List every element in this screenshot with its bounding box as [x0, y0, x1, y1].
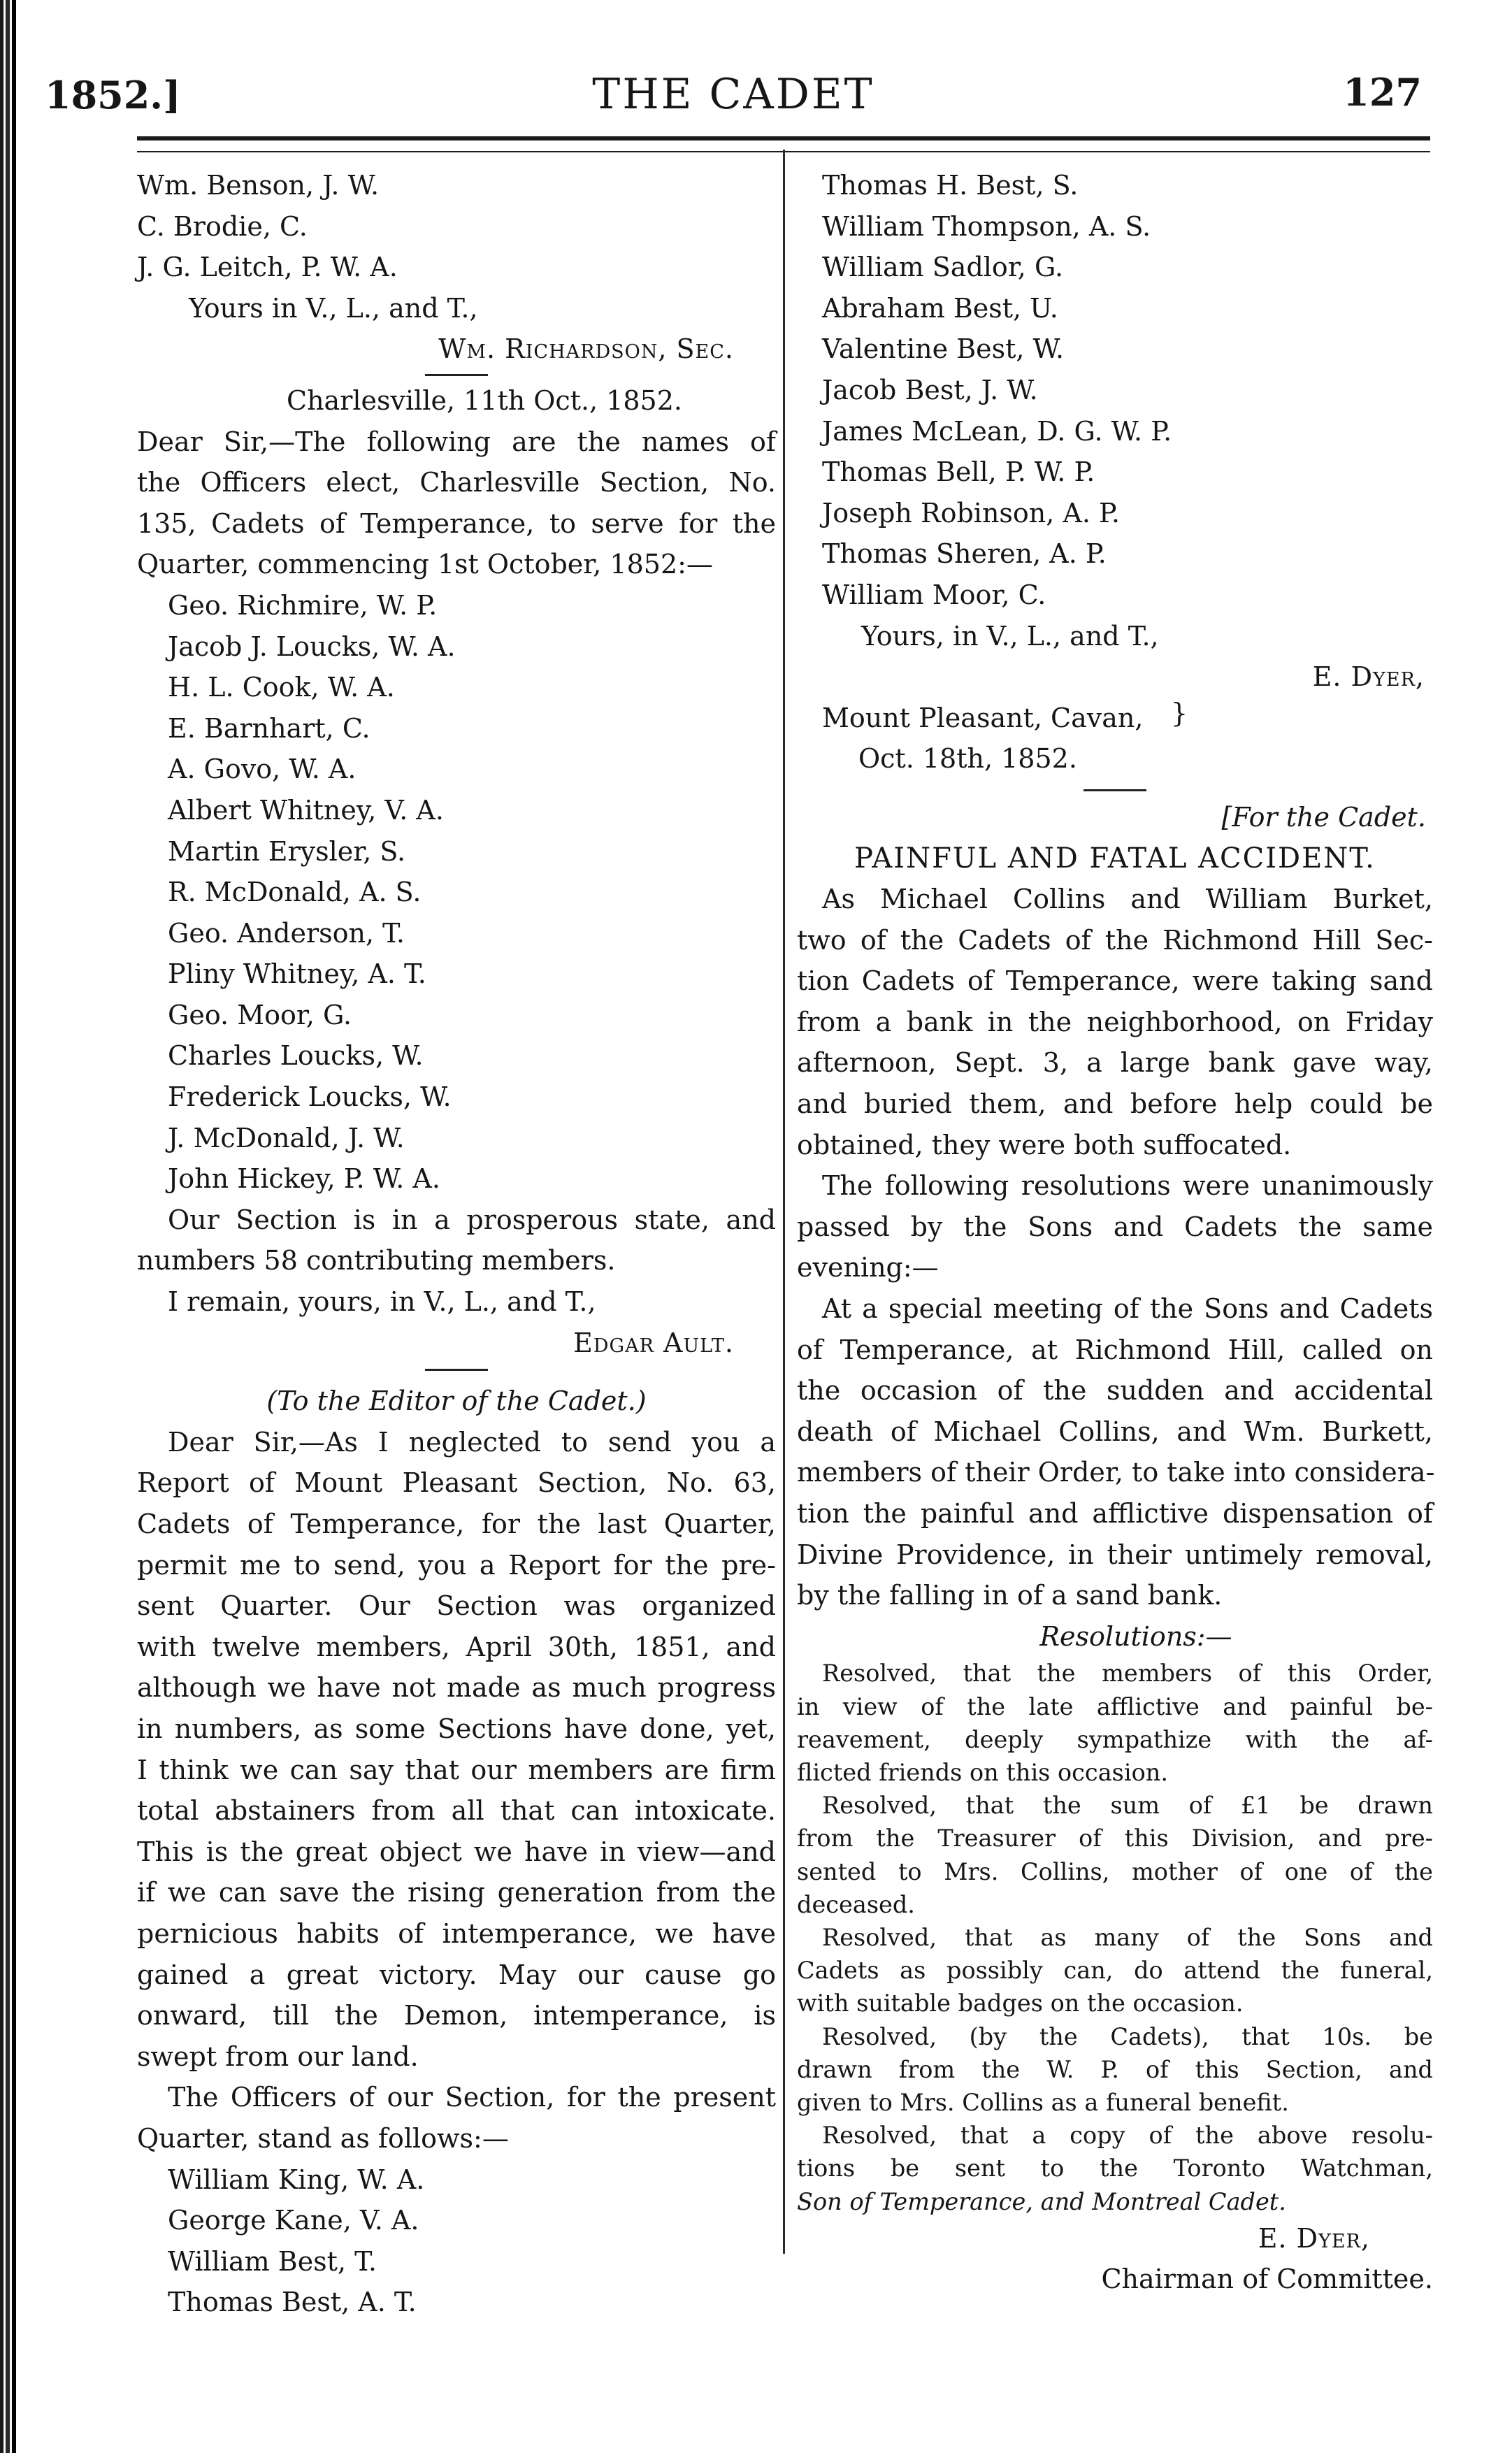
text-line: from a bank in the neighborhood, on Friday: [797, 1006, 1433, 1037]
binding-edge: [0, 0, 34, 2453]
article-signer-title: Chairman of Committee.: [1101, 2264, 1433, 2295]
officer-line: James McLean, D. G. W. P.: [822, 415, 1172, 447]
separator: [425, 1369, 488, 1371]
separator: [1083, 789, 1146, 791]
text-line: reavement, deeply sympathize with the af-: [797, 1725, 1433, 1753]
officer-line: William Thompson, A. S.: [822, 210, 1151, 242]
text-line: from the Treasurer of this Division, and pre-: [797, 1825, 1433, 1853]
letter-closing: I remain, yours, in V., L., and T.,: [168, 1286, 596, 1318]
officer-line: Geo. Anderson, T.: [168, 917, 405, 949]
text-line: Son of Temperance, and Montreal Cadet.: [797, 2187, 1286, 2215]
right-column: [797, 165, 1433, 2300]
letter-paragraph: [137, 2077, 776, 2159]
resolution: [797, 1657, 1433, 1789]
officer-line: R. McDonald, A. S.: [168, 877, 422, 908]
officer-list: [797, 165, 1433, 616]
text-line: Resolved, that as many of the Sons and: [822, 1924, 1433, 1951]
officer-line: H. L. Cook, W. A.: [168, 672, 395, 703]
officer-line: J. McDonald, J. W.: [168, 1122, 405, 1153]
resolutions-heading: Resolutions:—: [1039, 1620, 1232, 1652]
dateline: Charlesville, 11th Oct., 1852.: [287, 384, 682, 416]
resolution: [797, 2119, 1433, 2218]
text-line: This is the great object we have in view—and: [137, 1836, 776, 1867]
text-line: permit me to send, you a Report for the pre-: [137, 1549, 776, 1581]
source-note: [For the Cadet.: [1221, 801, 1426, 833]
letter-closing: Yours in V., L., and T.,: [189, 292, 478, 324]
dateline: Oct. 18th, 1852.: [858, 743, 1077, 775]
text-line: Report of Mount Pleasant Section, No. 63,: [137, 1467, 776, 1499]
text-line: Divine Providence, in their untimely removal,: [797, 1539, 1433, 1570]
text-line: with suitable badges on the occasion.: [797, 1990, 1244, 2017]
dateline: Mount Pleasant, Cavan,: [822, 702, 1144, 733]
text-line: I think we can say that our members are firm: [137, 1754, 776, 1785]
text-line: tions be sent to the Toronto Watchman,: [797, 2155, 1433, 2182]
text-line: swept from our land.: [137, 2041, 419, 2072]
text-line: evening:—: [797, 1252, 939, 1283]
text-line: gained a great victory. May our cause go: [137, 1959, 776, 1990]
letter-signer: Edgar Ault.: [573, 1327, 734, 1358]
text-line: onward, till the Demon, intemperance, is: [137, 2000, 776, 2031]
header-title: THE CADET: [592, 70, 874, 119]
officer-line: George Kane, V. A.: [168, 2205, 419, 2236]
officer-line: Pliny Whitney, A. T.: [168, 958, 426, 990]
officer-line: J. G. Leitch, P. W. A.: [137, 252, 398, 283]
text-line: tion Cadets of Temperance, were taking sand: [797, 965, 1433, 997]
text-line: Resolved, that the members of this Order,: [822, 1660, 1433, 1688]
officer-line: A. Govo, W. A.: [168, 754, 357, 785]
text-line: numbers 58 contributing members.: [137, 1245, 616, 1276]
brace-glyph: }: [1171, 698, 1188, 728]
text-line: by the falling in of a sand bank.: [797, 1580, 1223, 1611]
text-line: in numbers, as some Sections have done, yet,: [137, 1713, 776, 1744]
text-line: Quarter, stand as follows:—: [137, 2122, 509, 2154]
text-line: flicted friends on this occasion.: [797, 1758, 1168, 1786]
officer-line: Geo. Richmire, W. P.: [168, 589, 438, 621]
header-rule-thick: [137, 136, 1430, 141]
letter-signer: E. Dyer,: [1312, 661, 1425, 693]
text-line: although we have not made as much progress: [137, 1672, 776, 1704]
text-line: tion the painful and afflictive dispensation of: [797, 1498, 1433, 1529]
officer-line: William Sadlor, G.: [822, 252, 1064, 283]
text-line: passed by the Sons and Cadets the same: [797, 1211, 1433, 1242]
officer-line: William King, W. A.: [168, 2164, 425, 2195]
officer-line: Joseph Robinson, A. P.: [822, 497, 1120, 528]
text-line: Resolved, that a copy of the above resolu-: [822, 2122, 1433, 2150]
text-line: with twelve members, April 30th, 1851, and: [137, 1631, 776, 1662]
article-signer: E. Dyer,: [1258, 2222, 1370, 2254]
officer-line: Thomas Best, A. T.: [168, 2287, 417, 2318]
article-paragraph: [797, 879, 1433, 1165]
text-line: Our Section is in a prosperous state, and: [168, 1204, 776, 1235]
text-line: Quarter, commencing 1st October, 1852:—: [137, 549, 713, 580]
left-column: [137, 165, 776, 2323]
article-paragraph: [797, 1288, 1433, 1616]
letter-paragraph: [137, 422, 776, 585]
text-line: afternoon, Sept. 3, a large bank gave way,: [797, 1047, 1433, 1079]
article-headline: PAINFUL AND FATAL ACCIDENT.: [854, 842, 1376, 875]
text-line: and buried them, and before help could be: [797, 1088, 1433, 1120]
header-year: 1852.]: [45, 73, 181, 117]
officer-line: Martin Erysler, S.: [168, 835, 406, 867]
text-line: of Temperance, at Richmond Hill, called on: [797, 1334, 1433, 1365]
article-paragraph: [797, 1165, 1433, 1288]
text-line: Dear Sir,—The following are the names of: [137, 426, 776, 457]
text-line: The Officers of our Section, for the present: [168, 2082, 776, 2113]
officer-list: [137, 2159, 776, 2323]
officer-line: Wm. Benson, J. W.: [137, 170, 380, 201]
resolution: [797, 2020, 1433, 2120]
page-header: [45, 63, 1422, 133]
section-heading: (To the Editor of the Cadet.): [266, 1386, 647, 1417]
text-line: Dear Sir,—As I neglected to send you a: [168, 1426, 776, 1458]
text-line: Resolved, that the sum of £1 be drawn: [822, 1792, 1433, 1820]
officer-line: Geo. Moor, G.: [168, 999, 352, 1030]
text-line: sented to Mrs. Collins, mother of one of the: [797, 1857, 1433, 1885]
letter-signer: Wm. Richardson, Sec.: [438, 333, 734, 365]
text-line: The following resolutions were unanimously: [822, 1170, 1433, 1202]
officer-line: Charles Loucks, W.: [168, 1040, 424, 1072]
text-line: sent Quarter. Our Section was organized: [137, 1590, 776, 1622]
officer-line: E. Barnhart, C.: [168, 712, 370, 744]
text-line: 135, Cadets of Temperance, to serve for the: [137, 508, 776, 539]
officer-line: Thomas H. Best, S.: [822, 170, 1079, 201]
text-line: the occasion of the sudden and accidental: [797, 1375, 1433, 1407]
text-line: two of the Cadets of the Richmond Hill Sec-: [797, 924, 1433, 956]
officer-line: Albert Whitney, V. A.: [168, 794, 444, 826]
separator: [425, 374, 488, 376]
text-line: At a special meeting of the Sons and Cadets: [822, 1293, 1433, 1325]
text-line: drawn from the W. P. of this Section, and: [797, 2055, 1433, 2083]
letter-closing: Yours, in V., L., and T.,: [861, 620, 1159, 652]
text-line: total abstainers from all that can intoxicate.: [137, 1795, 776, 1827]
officer-line: Jacob J. Loucks, W. A.: [168, 631, 456, 662]
officer-line: Frederick Loucks, W.: [168, 1081, 452, 1113]
resolution: [797, 1789, 1433, 1921]
officer-line: C. Brodie, C.: [137, 210, 308, 242]
officer-line: Jacob Best, J. W.: [822, 374, 1038, 405]
text-line: Cadets of Temperance, for the last Quarter,: [137, 1509, 776, 1539]
header-page-number: 127: [1343, 70, 1422, 115]
letter-paragraph: [137, 1422, 776, 2078]
letter-paragraph: [137, 1200, 776, 1241]
text-line: Resolved, (by the Cadets), that 10s. be: [822, 2022, 1433, 2050]
text-line: pernicious habits of intemperance, we have: [137, 1918, 776, 1949]
officer-line: Valentine Best, W.: [822, 333, 1065, 365]
column-divider: [783, 150, 785, 2254]
text-line: given to Mrs. Collins as a funeral benefit.: [797, 2089, 1289, 2117]
text-line: deceased.: [797, 1890, 915, 1918]
text-line: if we can save the rising generation from the: [137, 1877, 776, 1908]
officer-line: John Hickey, P. W. A.: [168, 1163, 440, 1195]
officer-line: Thomas Bell, P. W. P.: [822, 456, 1095, 488]
text-line: members of their Order, to take into considera-: [797, 1457, 1435, 1488]
officer-list: [137, 585, 776, 1200]
officer-line: William Best, T.: [168, 2245, 377, 2277]
text-line: the Officers elect, Charlesville Section, No.: [137, 467, 776, 498]
text-line: in view of the late afflictive and painful be-: [797, 1692, 1433, 1720]
text-line: As Michael Collins and William Burket,: [822, 884, 1433, 915]
resolution: [797, 1921, 1433, 2020]
officer-line: Abraham Best, U.: [822, 292, 1058, 324]
text-line: Cadets as possibly can, do attend the funeral,: [797, 1957, 1433, 1985]
officer-line: Thomas Sheren, A. P.: [822, 538, 1107, 570]
text-line: obtained, they were both suffocated.: [797, 1129, 1292, 1160]
text-line: death of Michael Collins, and Wm. Burkett,: [797, 1416, 1433, 1447]
officer-line: William Moor, C.: [822, 579, 1046, 610]
